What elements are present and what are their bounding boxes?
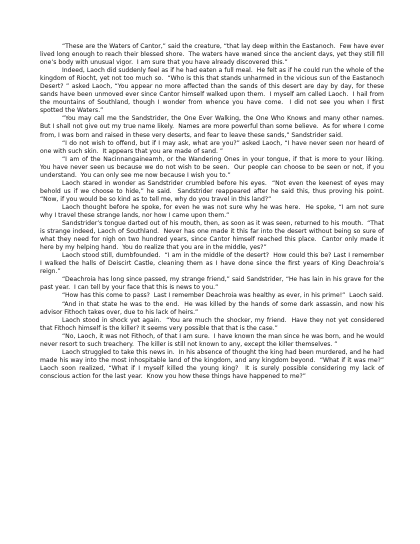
story-text xyxy=(40,43,388,381)
paragraph-11: “How has this come to pass? Last I remember Deachroia was healthy as ever, in his prime!” Laoch said. xyxy=(62,292,384,300)
paragraph-5: “I am of the Nacinnangaineamh, or the Wandering Ones in your tongue, if that is more to your liking. You have never seen us because we do not wish to be seen. Our people can choose to be seen or not, if you understand. You can only see me now because I wish you to.” xyxy=(40,155,388,179)
paragraph-12: “And in that state he was to the end. He was killed by the hands of some dark assassin, and now his advisor Fithoch takes over, due to his lack of heirs.” xyxy=(40,300,386,316)
paragraph-7: Laoch thought before he spoke, for even he was not sure why he was here. He spoke, “I am not sure why I travel these strange lands, nor how I came upon them.” xyxy=(40,203,386,219)
paragraph-14: “No, Laoch, it was not Fithoch, of that I am sure. I have known the man since he was born, and he would never resort to such treachery. The killer is still not known to any, except the killer themselves. ” xyxy=(40,332,386,348)
paragraph-4: “I do not wish to offend, but if I may ask, what are you?” asked Laoch, “I have never seen nor heard of one with such skin. It appears that you are made of sand. ” xyxy=(40,139,386,155)
paragraph-9: Laoch stood still, dumbfounded. “I am in the middle of the desert? How could this be? Last I remember I walked the halls of Deiscirt Castle, cleaning them as I have done since the first years of King Deachroia’s reign.” xyxy=(40,252,386,276)
paragraph-8: Sandstrider’s tongue darted out of his mouth, then, as soon as it was seen, returned to his mouth. “That is strange indeed, Laoch of Southland. Never has one made it this far into the desert without being so sure of what they need for nigh on two hundred years, since Cantor himself reached this place. Cantor only made it here by my helping hand. You do realize that you are in the middle, yes?” xyxy=(40,220,386,252)
paragraph-1: “These are the Waters of Cantor,” said the creature, “that lay deep within the Eastanoch. Few have ever lived long enough to reach their blessed shore. The waters have waned since the ancient days, yet they still fill one’s body with unusual vigor. I am sure that you have already discovered this.” xyxy=(40,43,386,67)
paragraph-2: Indeed, Laoch did suddenly feel as if he had eaten a full meal. He felt as if he could run the whole of the kingdom of Riocht, yet not too much so. “Who is this that stands unharmed in the vicious sun of the Eastanoch Desert? ” asked Laoch, “You appear no more affected than the sands of this desert are day by day, for these sands have been unmoved ever since Cantor himself walked upon them. I myself am called Laoch. I hail from the mountains of Southland, though I wonder from whence you have come. I did not see you when I first spotted the Waters.” xyxy=(40,67,386,115)
paragraph-3: “You may call me the Sandstrider, the One Ever Walking, the One Who Knows and many other names. But I shall not give out my true name likely. Names are more powerful than some believe. As for where I come from, I was born and raised in these very deserts, and fear to leave these sands,” Sandstrider said. xyxy=(40,115,388,139)
paragraph-13: Laoch stood in shock yet again. “You are much the shocker, my friend. Have they not yet considered that Fithoch himself is the killer? It seems very possible that that is the case.” xyxy=(40,316,386,332)
paragraph-15: Laoch struggled to take this news in. In his absence of thought the king had been murdered, and he had made his way into the most inhospitable land of the kingdom, and any kingdom beyond. “What if it was me?” Laoch soon realized, “What if I myself killed the young king? It is surely possible considering my lack of conscious action for the last year. Know you how these things have happened to me?” xyxy=(40,348,386,380)
paragraph-6: Laoch stared in wonder as Sandstrider crumbled before his eyes. “Not even the keenest of eyes may behold us if we choose to hide,” he said. Sandstrider reappeared after he said this, thus proving his point. “Now, if you would be so kind as to tell me, why do you travel in this land?” xyxy=(40,179,388,203)
paragraph-10: “Deachroia has long since passed, my strange friend,” said Sandstrider, “He has lain in his grave for the past year. I can tell by your face that this is news to you.” xyxy=(40,276,386,292)
